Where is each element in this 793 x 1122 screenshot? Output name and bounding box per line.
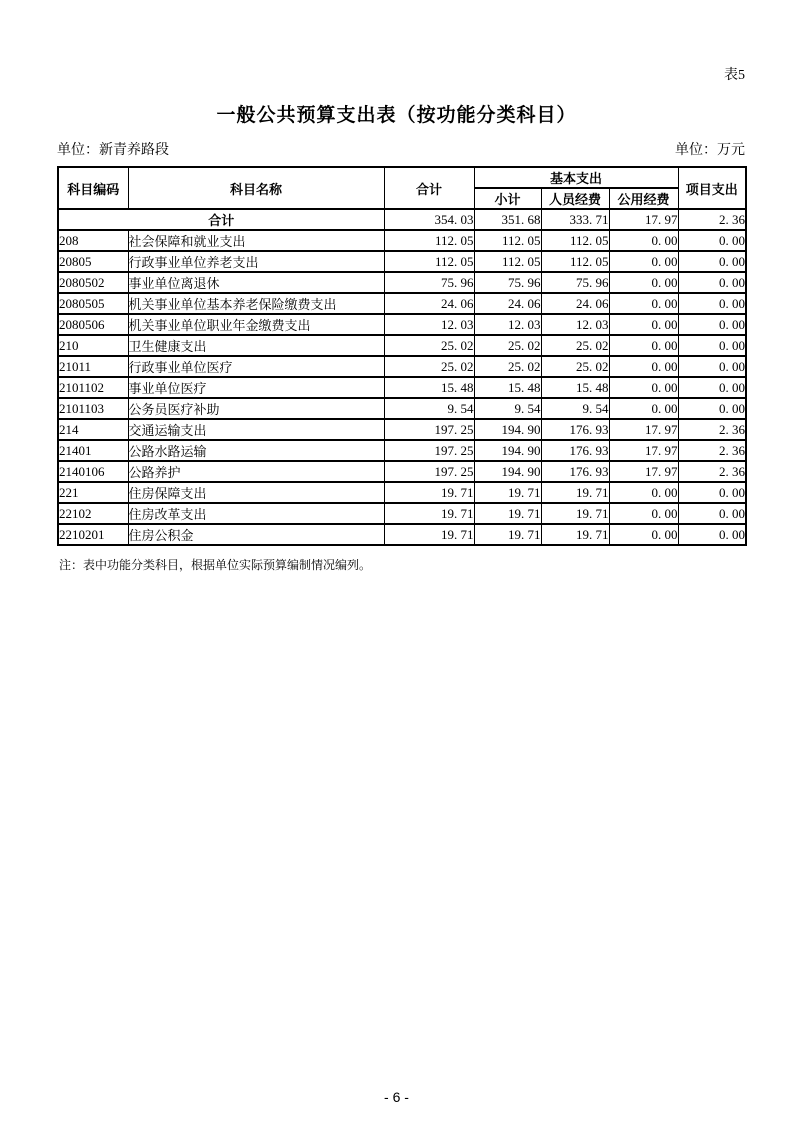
cell-name: 公路水路运输 [128,440,384,461]
col-header-basic-subtotal: 小计 [474,188,541,209]
col-header-project: 项目支出 [678,167,746,209]
cell-project: 0. 00 [678,314,746,335]
cell-project: 2. 36 [678,440,746,461]
cell-code: 214 [58,419,128,440]
cell-project: 2. 36 [678,461,746,482]
cell-public: 17. 97 [609,440,678,461]
cell-public: 0. 00 [609,377,678,398]
col-header-name: 科目名称 [128,167,384,209]
cell-personnel: 15. 48 [541,377,609,398]
table-row [58,335,746,356]
col-header-basic-group: 基本支出 [474,167,678,188]
cell-total: 75. 96 [384,272,474,293]
cell-name: 行政事业单位养老支出 [128,251,384,272]
table-row [58,398,746,419]
cell-name: 机关事业单位基本养老保险缴费支出 [128,293,384,314]
cell-basic-subtotal: 19. 71 [474,482,541,503]
cell-project: 0. 00 [678,230,746,251]
cell-project: 0. 00 [678,251,746,272]
cell-name: 机关事业单位职业年金缴费支出 [128,314,384,335]
table-row [58,419,746,440]
cell-personnel: 9. 54 [541,398,609,419]
currency-unit-label: 单位：万元 [675,143,745,158]
cell-personnel: 112. 05 [541,251,609,272]
cell-project: 0. 00 [678,272,746,293]
cell-name: 卫生健康支出 [128,335,384,356]
col-header-public: 公用经费 [609,188,678,209]
cell-personnel: 25. 02 [541,335,609,356]
cell-code: 21011 [58,356,128,377]
cell-project: 0. 00 [678,335,746,356]
cell-public: 0. 00 [609,272,678,293]
table-row [58,293,746,314]
header-row-1 [58,167,746,188]
table-row [58,272,746,293]
table-row [58,524,746,545]
cell-name: 公务员医疗补助 [128,398,384,419]
cell-project: 2. 36 [678,419,746,440]
cell-public: 0. 00 [609,251,678,272]
total-cell-project: 2. 36 [678,209,746,230]
cell-basic-subtotal: 194. 90 [474,461,541,482]
cell-personnel: 176. 93 [541,440,609,461]
cell-personnel: 176. 93 [541,461,609,482]
cell-public: 17. 97 [609,461,678,482]
table-number-label: 表5 [724,68,745,83]
cell-public: 17. 97 [609,419,678,440]
cell-public: 0. 00 [609,293,678,314]
cell-total: 25. 02 [384,335,474,356]
footnote: 注：表中功能分类科目，根据单位实际预算编制情况编列。 [59,558,372,572]
table-row [58,356,746,377]
cell-code: 2101103 [58,398,128,419]
cell-public: 0. 00 [609,482,678,503]
cell-total: 19. 71 [384,503,474,524]
cell-total: 197. 25 [384,461,474,482]
meta-row [57,139,745,159]
cell-public: 0. 00 [609,503,678,524]
table-row [58,314,746,335]
cell-total: 25. 02 [384,356,474,377]
total-cell-basic-subtotal: 351. 68 [474,209,541,230]
cell-total: 19. 71 [384,482,474,503]
cell-personnel: 75. 96 [541,272,609,293]
cell-total: 12. 03 [384,314,474,335]
page-title: 一般公共预算支出表（按功能分类科目） [216,105,577,126]
cell-name: 住房改革支出 [128,503,384,524]
cell-name: 事业单位离退休 [128,272,384,293]
cell-project: 0. 00 [678,293,746,314]
cell-basic-subtotal: 15. 48 [474,377,541,398]
table-header [58,167,746,209]
cell-total: 112. 05 [384,251,474,272]
cell-code: 221 [58,482,128,503]
cell-code: 2080506 [58,314,128,335]
cell-total: 19. 71 [384,524,474,545]
table-row [58,230,746,251]
cell-code: 208 [58,230,128,251]
table-row [58,482,746,503]
cell-personnel: 25. 02 [541,356,609,377]
cell-name: 交通运输支出 [128,419,384,440]
cell-personnel: 112. 05 [541,230,609,251]
cell-code: 20805 [58,251,128,272]
col-header-total: 合计 [384,167,474,209]
cell-total: 15. 48 [384,377,474,398]
cell-project: 0. 00 [678,482,746,503]
cell-public: 0. 00 [609,314,678,335]
table-row [58,377,746,398]
cell-code: 210 [58,335,128,356]
col-header-personnel: 人员经费 [541,188,609,209]
col-header-code: 科目编码 [58,167,128,209]
cell-personnel: 176. 93 [541,419,609,440]
cell-personnel: 24. 06 [541,293,609,314]
cell-basic-subtotal: 25. 02 [474,356,541,377]
table-row [58,440,746,461]
budget-table [57,166,747,546]
cell-total: 197. 25 [384,419,474,440]
cell-basic-subtotal: 12. 03 [474,314,541,335]
cell-personnel: 19. 71 [541,503,609,524]
cell-code: 2210201 [58,524,128,545]
cell-public: 0. 00 [609,356,678,377]
cell-name: 公路养护 [128,461,384,482]
cell-name: 住房保障支出 [128,482,384,503]
cell-basic-subtotal: 19. 71 [474,503,541,524]
cell-name: 住房公积金 [128,524,384,545]
cell-public: 0. 00 [609,230,678,251]
cell-personnel: 12. 03 [541,314,609,335]
cell-project: 0. 00 [678,356,746,377]
table-row [58,503,746,524]
cell-code: 2080505 [58,293,128,314]
cell-code: 22102 [58,503,128,524]
cell-public: 0. 00 [609,524,678,545]
total-cell-personnel: 333. 71 [541,209,609,230]
total-cell-public: 17. 97 [609,209,678,230]
cell-project: 0. 00 [678,503,746,524]
cell-public: 0. 00 [609,398,678,419]
cell-name: 事业单位医疗 [128,377,384,398]
cell-personnel: 19. 71 [541,524,609,545]
cell-basic-subtotal: 75. 96 [474,272,541,293]
table-body [58,209,746,545]
total-row [58,209,746,230]
cell-basic-subtotal: 112. 05 [474,251,541,272]
cell-name: 社会保障和就业支出 [128,230,384,251]
cell-project: 0. 00 [678,524,746,545]
cell-project: 0. 00 [678,398,746,419]
cell-basic-subtotal: 24. 06 [474,293,541,314]
cell-basic-subtotal: 25. 02 [474,335,541,356]
cell-basic-subtotal: 194. 90 [474,440,541,461]
cell-name: 行政事业单位医疗 [128,356,384,377]
cell-total: 24. 06 [384,293,474,314]
cell-basic-subtotal: 19. 71 [474,524,541,545]
cell-code: 2140106 [58,461,128,482]
cell-total: 112. 05 [384,230,474,251]
page-number: - 6 - [384,1089,409,1105]
cell-code: 21401 [58,440,128,461]
unit-name-label: 单位：新青养路段 [57,143,169,158]
cell-basic-subtotal: 9. 54 [474,398,541,419]
table-row [58,251,746,272]
cell-code: 2080502 [58,272,128,293]
cell-project: 0. 00 [678,377,746,398]
cell-basic-subtotal: 194. 90 [474,419,541,440]
total-row-label: 合计 [58,209,384,230]
cell-total: 197. 25 [384,440,474,461]
cell-total: 9. 54 [384,398,474,419]
cell-public: 0. 00 [609,335,678,356]
cell-code: 2101102 [58,377,128,398]
total-cell-total: 354. 03 [384,209,474,230]
cell-basic-subtotal: 112. 05 [474,230,541,251]
table-row [58,461,746,482]
cell-personnel: 19. 71 [541,482,609,503]
